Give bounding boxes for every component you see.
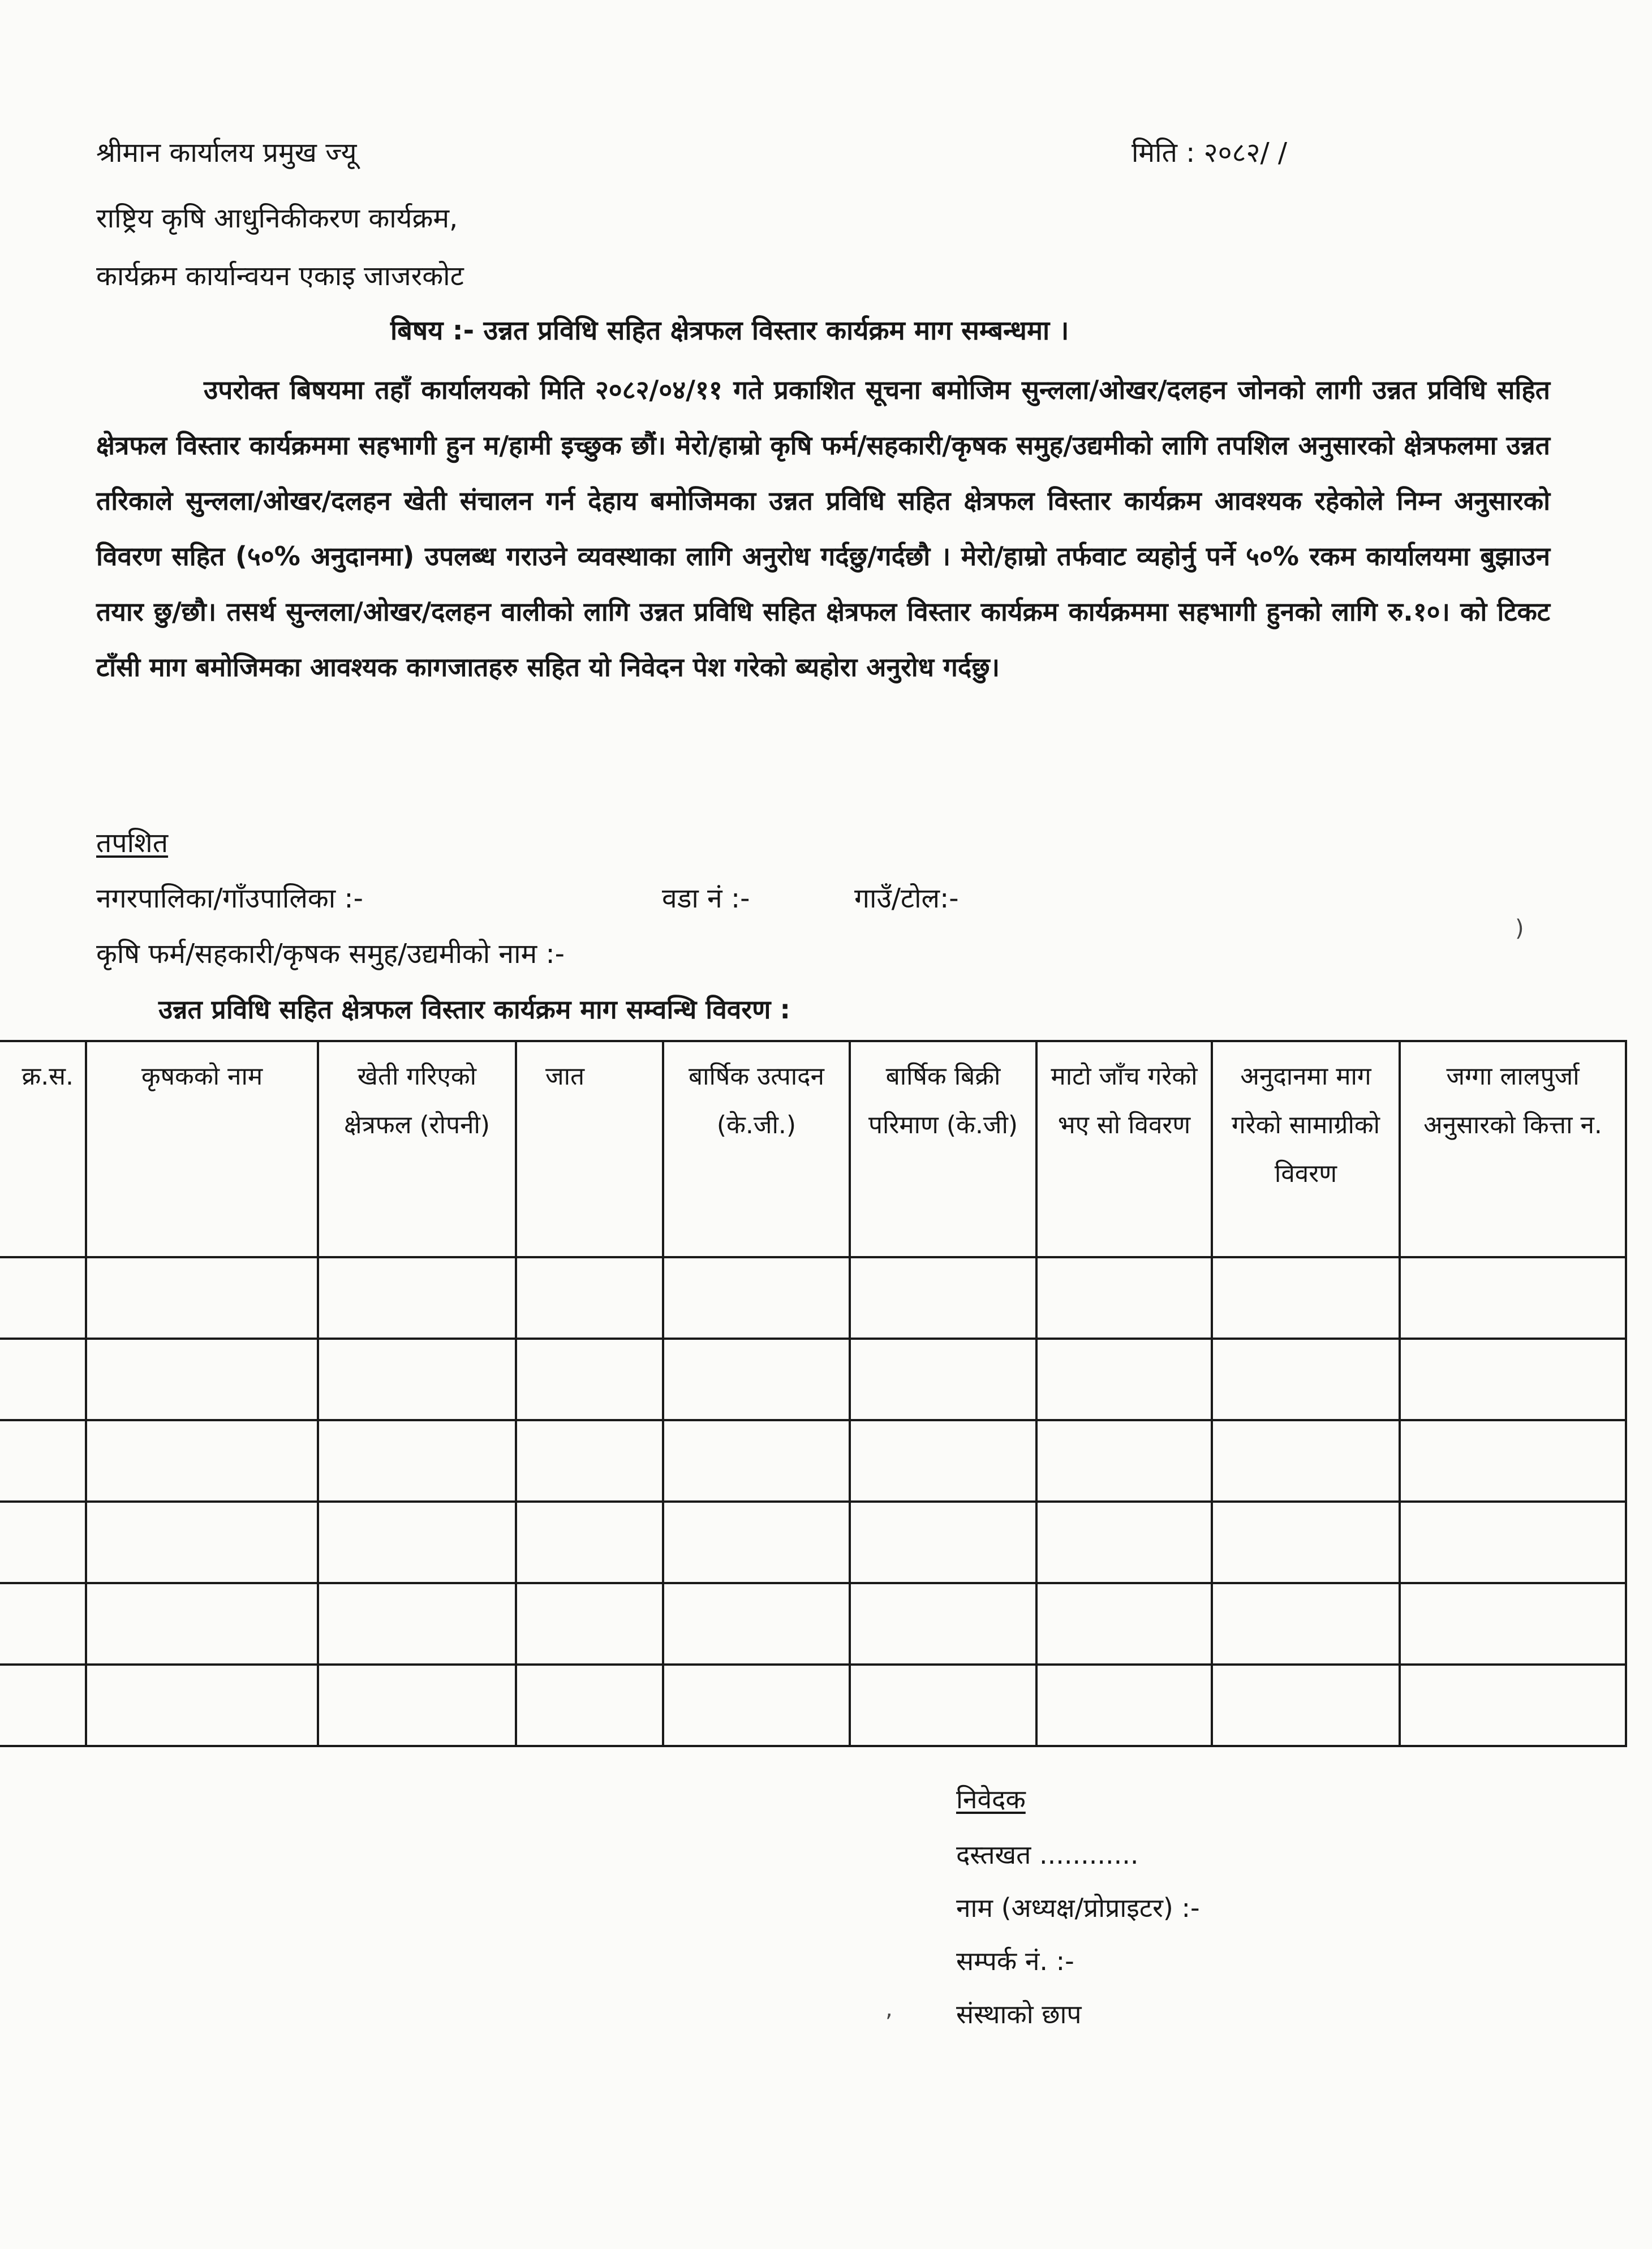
header-cultivated-area: खेती गरिएको क्षेत्रफल (रोपनी) [318, 1041, 516, 1257]
contact-field-label: सम्पर्क नं. :- [956, 1946, 1074, 1976]
table-row [0, 1339, 1626, 1420]
table-cell[interactable] [1212, 1257, 1400, 1339]
table-cell[interactable] [0, 1420, 86, 1502]
scan-speck-mark: ) [1515, 915, 1524, 941]
organization-line-2: कार्यक्रम कार्यान्वयन एकाइ जाजरकोट [96, 260, 464, 292]
stamp-field-label: संस्थाको छाप [956, 1999, 1082, 2029]
table-cell[interactable] [318, 1339, 516, 1420]
header-serial-number: क्र.स. [0, 1041, 86, 1257]
header-land-plot-number: जग्गा लालपुर्जा अनुसारको कित्ता न. [1400, 1041, 1626, 1257]
table-cell[interactable] [318, 1665, 516, 1746]
table-cell[interactable] [1036, 1339, 1212, 1420]
organization-line-1: राष्ट्रिय कृषि आधुनिकीकरण कार्यक्रम, [96, 203, 458, 234]
table-cell[interactable] [516, 1502, 663, 1583]
table-cell[interactable] [1212, 1339, 1400, 1420]
table-cell[interactable] [1400, 1502, 1626, 1583]
header-variety: जात [516, 1041, 663, 1257]
ward-field-label: वडा नं :- [662, 883, 750, 914]
table-row [0, 1502, 1626, 1583]
header-annual-production: बार्षिक उत्पादन (के.जी.) [663, 1041, 850, 1257]
table-cell[interactable] [1036, 1420, 1212, 1502]
table-cell[interactable] [1400, 1665, 1626, 1746]
table-cell[interactable] [850, 1339, 1036, 1420]
table-cell[interactable] [318, 1420, 516, 1502]
demand-details-table [0, 1040, 1627, 1747]
table-cell[interactable] [850, 1502, 1036, 1583]
salutation: श्रीमान कार्यालय प्रमुख ज्यू [96, 137, 357, 169]
header-soil-test-details: माटो जाँच गरेको भए सो विवरण [1036, 1041, 1212, 1257]
table-cell[interactable] [1036, 1502, 1212, 1583]
village-field-label: गाउँ/टोल:- [854, 883, 959, 914]
table-cell[interactable] [1212, 1420, 1400, 1502]
table-cell[interactable] [0, 1583, 86, 1665]
header-farmer-name: कृषकको नाम [86, 1041, 318, 1257]
table-cell[interactable] [850, 1257, 1036, 1339]
table-cell[interactable] [0, 1257, 86, 1339]
table-cell[interactable] [663, 1257, 850, 1339]
table-cell[interactable] [1400, 1339, 1626, 1420]
table-cell[interactable] [516, 1665, 663, 1746]
table-cell[interactable] [1212, 1665, 1400, 1746]
name-field-label: नाम (अध्यक्ष/प्रोप्राइटर) :- [956, 1893, 1200, 1923]
table-row [0, 1583, 1626, 1665]
table-cell[interactable] [318, 1257, 516, 1339]
table-cell[interactable] [1036, 1257, 1212, 1339]
application-body: उपरोक्त बिषयमा तहाँ कार्यालयको मिति २०८२/०४/११ गते प्रकाशित सूचना बमोजिम सुन्लला/ओखर/दलहन जोनको लागी उन्नत प्रविधि सहित क्षेत्रफल विस्तार कार्यक्रममा सहभागी हुन म/हामी इच्छुक छौं। मेरो/हाम्रो कृषि फर्म/सहकारी/कृषक समुह/उद्यमीको लागि तपशिल अनुसारको क्षेत्रफलमा उन्नत तरिकाले सुन्लला/ओखर/दलहन खेती संचालन गर्न देहाय बमोजिमका उन्नत प्रविधि सहित क्षेत्रफल विस्तार कार्यक्रम आवश्यक रहेकोले निम्न अनुसारको विवरण सहित (५०% अनुदानमा) उपलब्ध गराउने व्यवस्थाका लागि अनुरोध गर्दछु/गर्दछौ । मेरो/हाम्रो तर्फवाट व्यहोर्नु पर्ने ५०% रकम कार्यालयमा बुझाउन तयार छु/छौ। तसर्थ सुन्लला/ओखर/दलहन वालीको लागि उन्नत प्रविधि सहित क्षेत्रफल विस्तार कार्यक्रम कार्यक्रममा सहभागी हुनको लागि रु.१०। को टिकट टाँसी माग बमोजिमका आवश्यक कागजातहरु सहित यो निवेदन पेश गरेको ब्यहोरा अनुरोध गर्दछु। [96, 375, 1550, 682]
table-cell[interactable] [850, 1420, 1036, 1502]
table-cell[interactable] [516, 1583, 663, 1665]
table-row [0, 1257, 1626, 1339]
header-annual-sales: बार्षिक बिक्री परिमाण (के.जी) [850, 1041, 1036, 1257]
table-cell[interactable] [850, 1665, 1036, 1746]
table-cell[interactable] [318, 1583, 516, 1665]
table-cell[interactable] [318, 1502, 516, 1583]
firm-name-field-label: कृषि फर्म/सहकारी/कृषक समुह/उद्यमीको नाम :- [96, 938, 565, 970]
table-header-row [0, 1041, 1626, 1257]
table-cell[interactable] [86, 1502, 318, 1583]
table-cell[interactable] [663, 1583, 850, 1665]
table-cell[interactable] [516, 1257, 663, 1339]
table-cell[interactable] [86, 1257, 318, 1339]
table-cell[interactable] [86, 1339, 318, 1420]
table-cell[interactable] [1400, 1420, 1626, 1502]
table-row [0, 1420, 1626, 1502]
details-heading: तपशित [96, 827, 169, 859]
subject-line: बिषय :- उन्नत प्रविधि सहित क्षेत्रफल विस्तार कार्यक्रम माग सम्बन्धमा । [390, 315, 1069, 346]
table-cell[interactable] [663, 1502, 850, 1583]
table-cell[interactable] [1036, 1583, 1212, 1665]
table-cell[interactable] [86, 1420, 318, 1502]
table-cell[interactable] [663, 1339, 850, 1420]
table-row [0, 1665, 1626, 1746]
table-cell[interactable] [1212, 1583, 1400, 1665]
table-cell[interactable] [1212, 1502, 1400, 1583]
table-cell[interactable] [0, 1665, 86, 1746]
table-cell[interactable] [1400, 1257, 1626, 1339]
date-label: मिति : २०८२/ / [1132, 137, 1288, 169]
table-title: उन्नत प्रविधि सहित क्षेत्रफल विस्तार कार्यक्रम माग सम्वन्धि विवरण : [158, 994, 790, 1025]
table-cell[interactable] [1400, 1583, 1626, 1665]
applicant-heading: निवेदक [956, 1784, 1026, 1814]
signature-field-label: दस्तखत ............ [956, 1839, 1139, 1870]
table-cell[interactable] [516, 1420, 663, 1502]
table-cell[interactable] [1036, 1665, 1212, 1746]
municipality-field-label: नगरपालिका/गाँउपालिका :- [96, 883, 363, 914]
table-cell[interactable] [663, 1420, 850, 1502]
table-cell[interactable] [0, 1339, 86, 1420]
header-subsidy-materials: अनुदानमा माग गरेको सामाग्रीको विवरण [1212, 1041, 1400, 1257]
scan-speck-mark: , [885, 1996, 893, 2022]
table-cell[interactable] [86, 1665, 318, 1746]
table-cell[interactable] [0, 1502, 86, 1583]
table-cell[interactable] [86, 1583, 318, 1665]
table-cell[interactable] [663, 1665, 850, 1746]
table-cell[interactable] [516, 1339, 663, 1420]
table-cell[interactable] [850, 1583, 1036, 1665]
